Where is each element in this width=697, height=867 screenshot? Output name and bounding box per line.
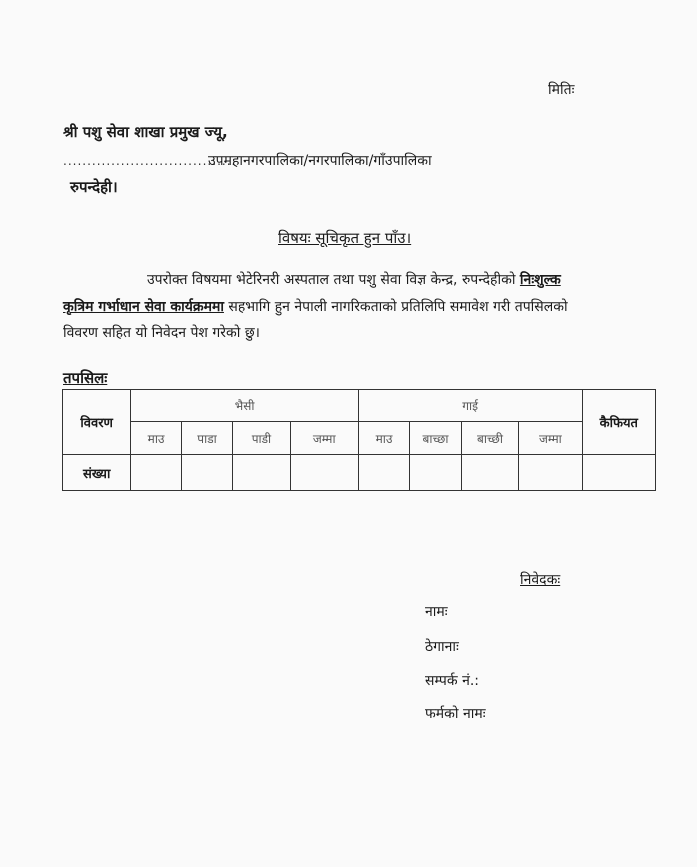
cell-buffalo-mother[interactable] [131,455,181,491]
cell-cow-mother[interactable] [358,455,409,491]
applicant-name-label: नामः [425,604,448,620]
cell-buffalo-total[interactable] [290,455,358,491]
body-line-1-highlight: निःशुल्क [519,272,561,288]
col-remarks: कैफियत [582,390,655,455]
cell-remarks[interactable] [582,455,655,491]
col-buffalo-mother: माउ [131,422,181,455]
cell-cow-total[interactable] [519,455,582,491]
applicant-contact-label: सम्पर्क नं.: [425,673,480,689]
municipality-line: उपमहानगरपालिका/नगरपालिका/गाँउपालिका [208,153,432,169]
applicant-firm-label: फर्मको नामः [425,706,486,722]
body-line-1-text: उपरोक्त विषयमा भेटेरिनरी अस्पताल तथा पशु सेवा विज्ञ केन्द्र, रुपन्देहीको [147,272,516,288]
col-cow-mother: माउ [358,422,409,455]
subject-line: विषयः सूचिकृत हुन पाँउ। [278,229,412,247]
col-buffalo-female-calf: पाडी [233,422,290,455]
cell-cow-female-calf[interactable] [461,455,518,491]
group-buffalo: भैसी [131,390,358,422]
blank-dots: .................................... [63,154,237,168]
col-cow-total: जम्मा [519,422,582,455]
col-cow-female-calf: बाच्छी [461,422,518,455]
body-line-2-text: सहभागि हुन नेपाली नागरिकताको प्रतिलिपि समावेश गरी तपसिलको [228,299,568,315]
cell-buffalo-female-calf[interactable] [233,455,290,491]
col-buffalo-male-calf: पाडा [181,422,232,455]
col-cow-male-calf: बाच्छा [410,422,462,455]
cell-buffalo-male-calf[interactable] [181,455,232,491]
group-cow: गाई [358,390,582,422]
col-detail: विवरण [63,390,131,455]
date-label: मितिः [548,82,575,98]
body-line-1 [147,270,561,289]
cell-cow-male-calf[interactable] [410,455,462,491]
details-title: तपसिलः [63,369,108,387]
addressee: श्री पशु सेवा शाखा प्रमुख ज्यू, [63,123,228,141]
row-count-label: संख्या [63,455,131,491]
body-line-3: विवरण सहित यो निवेदन पेश गरेको छु। [63,325,260,341]
district: रुपन्देही। [70,178,118,196]
body-line-2-highlight: कृत्रिम गर्भाधान सेवा कार्यक्रममा [63,299,224,315]
applicant-address-label: ठेगानाः [425,639,459,655]
details-table [62,389,656,491]
col-buffalo-total: जम्मा [290,422,358,455]
applicant-heading: निवेदकः [520,572,561,588]
body-line-2 [63,297,568,316]
